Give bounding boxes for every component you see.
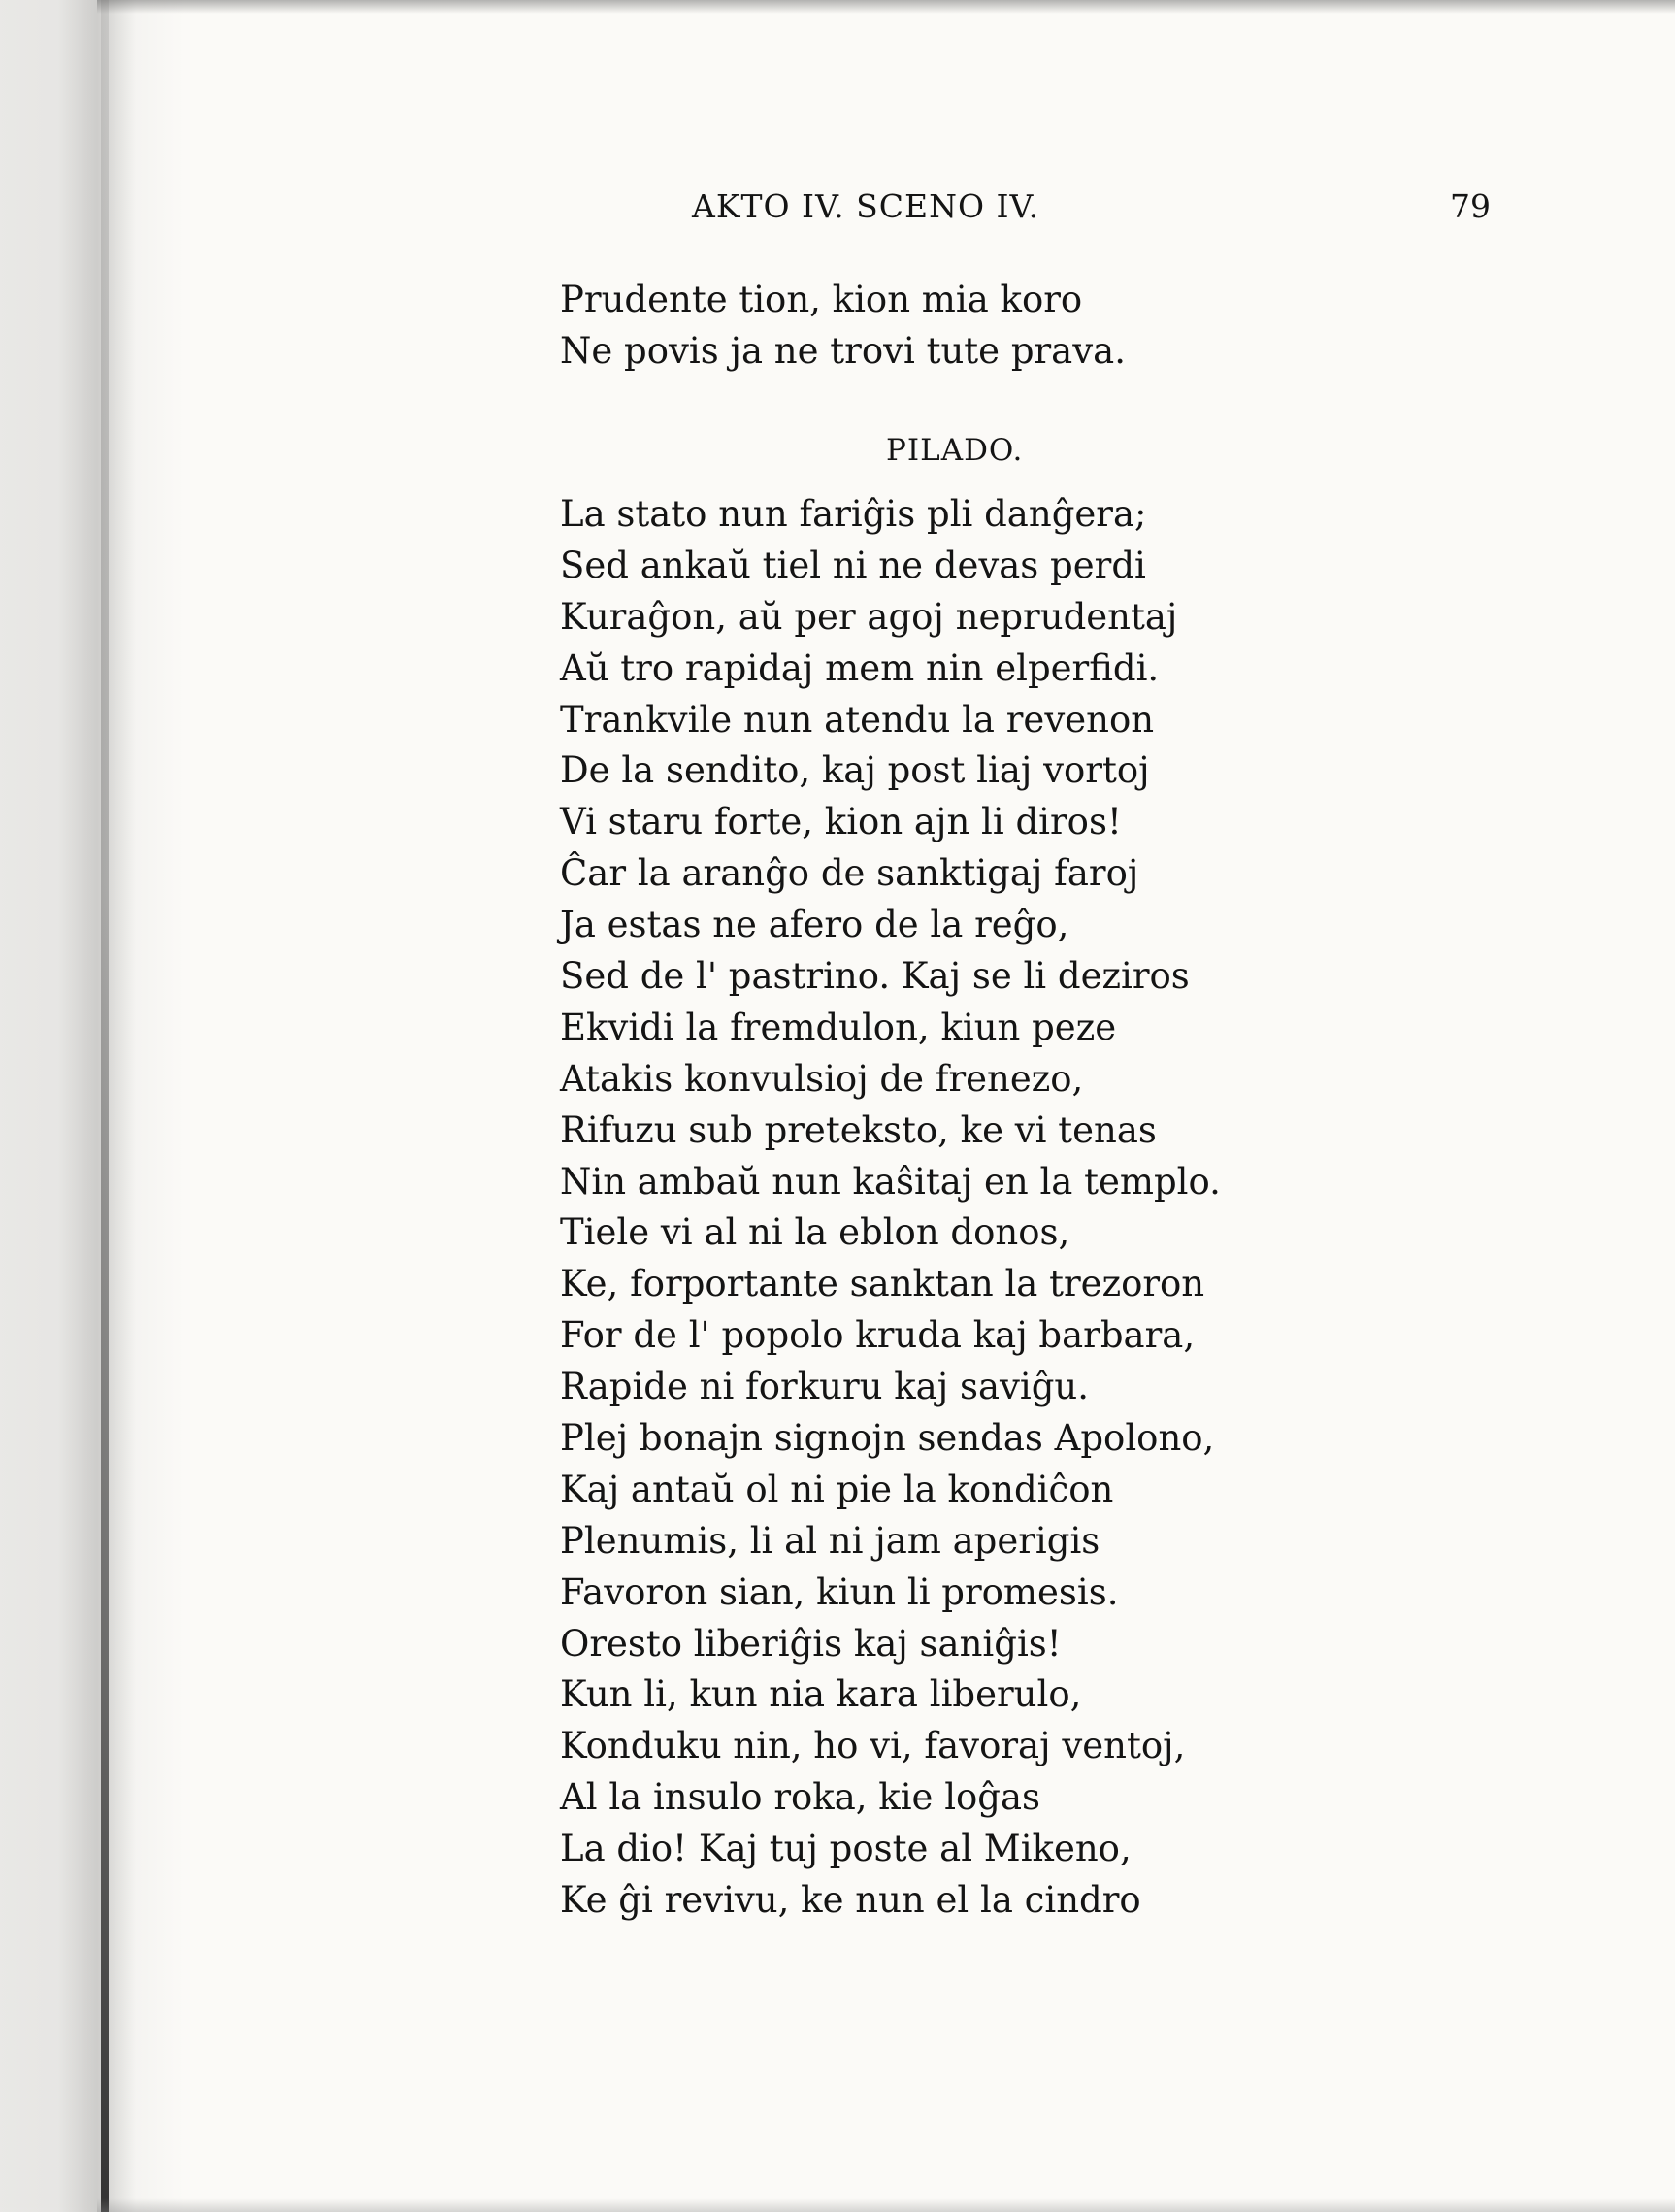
verse-line: Kaj antaŭ ol ni pie la kondiĉon: [560, 1468, 1114, 1510]
verse-line: Ĉar la aranĝo de sanktigaj faroj: [560, 852, 1139, 895]
verse-line: Atakis konvulsioj de frenezo,: [560, 1057, 1084, 1100]
top-edge-shadow: [97, 0, 1675, 14]
verse-line: Nin ambaŭ nun kaŝitaj en la templo.: [560, 1160, 1221, 1203]
speaker-name: PILADO.: [886, 433, 1024, 468]
verse-line: For de l' popolo kruda kaj barbara,: [560, 1314, 1196, 1357]
binding-edge: [101, 0, 109, 2212]
verse-line: Trankvile nun atendu la revenon: [560, 698, 1155, 741]
verse-line: Ja estas ne afero de la reĝo,: [560, 904, 1069, 946]
binding-shadow: [0, 0, 184, 2212]
speech-verse: [560, 489, 1221, 1927]
bottom-edge-shadow: [97, 2198, 1675, 2212]
verse-line: Konduku nin, ho vi, favoraj ventoj,: [560, 1725, 1186, 1767]
verse-line: Kun li, kun nia kara liberulo,: [560, 1673, 1082, 1716]
verse-line: Prudente tion, kion mia koro: [560, 279, 1083, 320]
verse-line: Oresto liberiĝis kaj saniĝis!: [560, 1622, 1062, 1665]
verse-line: La stato nun fariĝis pli danĝera;: [560, 493, 1147, 535]
verse-line: Sed de l' pastrino. Kaj se li deziros: [560, 955, 1190, 998]
verse-line: Rifuzu sub preteksto, ke vi tenas: [560, 1108, 1157, 1151]
verse-line: Kuraĝon, aŭ per agoj neprudentaj: [560, 595, 1178, 638]
verse-line: De la sendito, kaj post liaj vortoj: [560, 749, 1150, 792]
running-head: AKTO IV. SCENO IV.: [692, 187, 1040, 225]
verse-line: Aŭ tro rapidaj mem nin elperfidi.: [560, 646, 1160, 689]
verse-line: Al la insulo roka, kie loĝas: [560, 1776, 1041, 1819]
page-number: 79: [1450, 187, 1491, 225]
verse-line: Ne povis ja ne trovi tute prava.: [560, 329, 1126, 372]
verse-line: Rapide ni forkuru kaj saviĝu.: [560, 1366, 1090, 1408]
verse-line: Tiele vi al ni la eblon donos,: [560, 1211, 1070, 1254]
verse-line: Sed ankaŭ tiel ni ne devas perdi: [560, 544, 1146, 586]
verse-line: Favoron sian, kiun li promesis.: [560, 1570, 1119, 1613]
verse-line: Plej bonajn signojn sendas Apolono,: [560, 1417, 1215, 1460]
verse-line: Ekvidi la fremdulon, kiun peze: [560, 1006, 1117, 1048]
verse-line: Ke ĝi revivu, ke nun el la cindro: [560, 1879, 1141, 1922]
verse-line: Vi staru forte, kion ajn li diros!: [560, 801, 1122, 843]
verse-line: Ke, forportante sanktan la trezoron: [560, 1263, 1205, 1305]
verse-line: Plenumis, li al ni jam aperigis: [560, 1519, 1100, 1562]
opening-verse: [560, 275, 1126, 378]
verse-line: La dio! Kaj tuj poste al Mikeno,: [560, 1828, 1132, 1870]
